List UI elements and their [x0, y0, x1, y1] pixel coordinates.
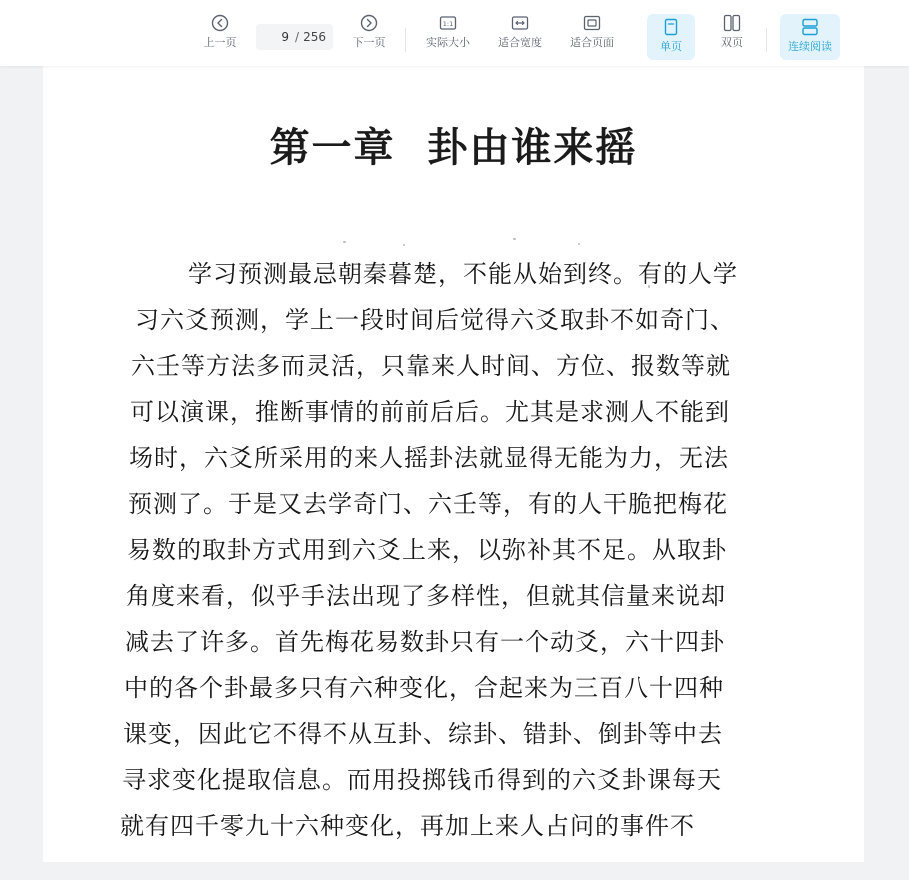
total-pages: 256: [303, 30, 326, 44]
continuous-reading-label: 连续阅读: [788, 40, 832, 53]
toolbar: [0, 0, 909, 66]
continuous-scroll-icon: [801, 18, 819, 36]
chapter-title: 第一章 卦由谁来摇: [269, 125, 638, 171]
prev-page-label: 上一页: [203, 36, 237, 49]
single-page-icon: [662, 18, 680, 36]
double-page-button[interactable]: [712, 14, 752, 60]
scan-speck: [578, 243, 580, 245]
page-number-input[interactable]: [263, 30, 289, 44]
actual-size-icon: [439, 14, 457, 32]
actual-size-button[interactable]: [421, 14, 475, 60]
body-line: 预测了。于是又去学奇门、六壬等，有的人干脆把梅花: [128, 490, 728, 518]
double-page-icon: [723, 14, 741, 32]
single-page-button[interactable]: [647, 14, 695, 60]
fit-page-icon: [583, 14, 601, 32]
document-viewport[interactable]: [0, 66, 909, 862]
fit-page-label: 适合页面: [570, 36, 614, 49]
body-line: 可以演课，推断事情的前前后后。尤其是求测人不能到: [130, 398, 730, 426]
body-line: 角度来看，似乎手法出现了多样性，但就其信量来说却: [126, 582, 726, 610]
body-line: 寻求变化提取信息。而用投掷钱币得到的六爻卦课每天: [122, 766, 722, 794]
svg-text:1:1: 1:1: [442, 20, 454, 28]
next-page-label: 下一页: [352, 36, 386, 49]
actual-size-label: 实际大小: [426, 36, 470, 49]
body-line: 易数的取卦方式用到六爻上来，以弥补其不足。从取卦: [127, 536, 727, 564]
continuous-reading-button[interactable]: [780, 14, 840, 60]
pdf-page: [43, 66, 864, 862]
prev-page-button[interactable]: [200, 14, 240, 60]
page-separator: /: [295, 30, 300, 44]
page-indicator: [256, 24, 333, 50]
body-line: 课变，因此它不得不从互卦、综卦、错卦、倒卦等中去: [123, 720, 723, 748]
scan-speck: [403, 244, 405, 246]
toolbar-divider: [405, 28, 406, 52]
body-line: 学习预测最忌朝秦暮楚，不能从始到终。有的人学: [188, 260, 738, 288]
body-line: 习六爻预测，学上一段时间后觉得六爻取卦不如奇门、: [135, 306, 735, 334]
body-line: 中的各个卦最多只有六种变化，合起来为三百八十四种: [124, 674, 724, 702]
body-line: 六壬等方法多而灵活，只靠来人时间、方位、报数等就: [131, 352, 731, 380]
scan-speck: [513, 238, 516, 240]
double-page-label: 双页: [721, 36, 743, 49]
chevron-right-circle-icon: [360, 14, 378, 32]
body-line: 减去了许多。首先梅花易数卦只有一个动爻，六十四卦: [125, 628, 725, 656]
fit-width-button[interactable]: [493, 14, 547, 60]
fit-width-label: 适合宽度: [498, 36, 542, 49]
toolbar-divider: [766, 28, 767, 52]
body-line: 就有四千零九十六种变化，再加上来人占问的事件不: [120, 812, 695, 840]
chevron-left-circle-icon: [211, 14, 229, 32]
body-line: 场时，六爻所采用的来人摇卦法就显得无能为力，无法: [129, 444, 729, 472]
single-page-label: 单页: [660, 40, 682, 53]
fit-page-button[interactable]: [565, 14, 619, 60]
next-page-button[interactable]: [349, 14, 389, 60]
scan-speck: [343, 241, 346, 243]
bottom-margin: [0, 862, 909, 880]
fit-width-icon: [511, 14, 529, 32]
